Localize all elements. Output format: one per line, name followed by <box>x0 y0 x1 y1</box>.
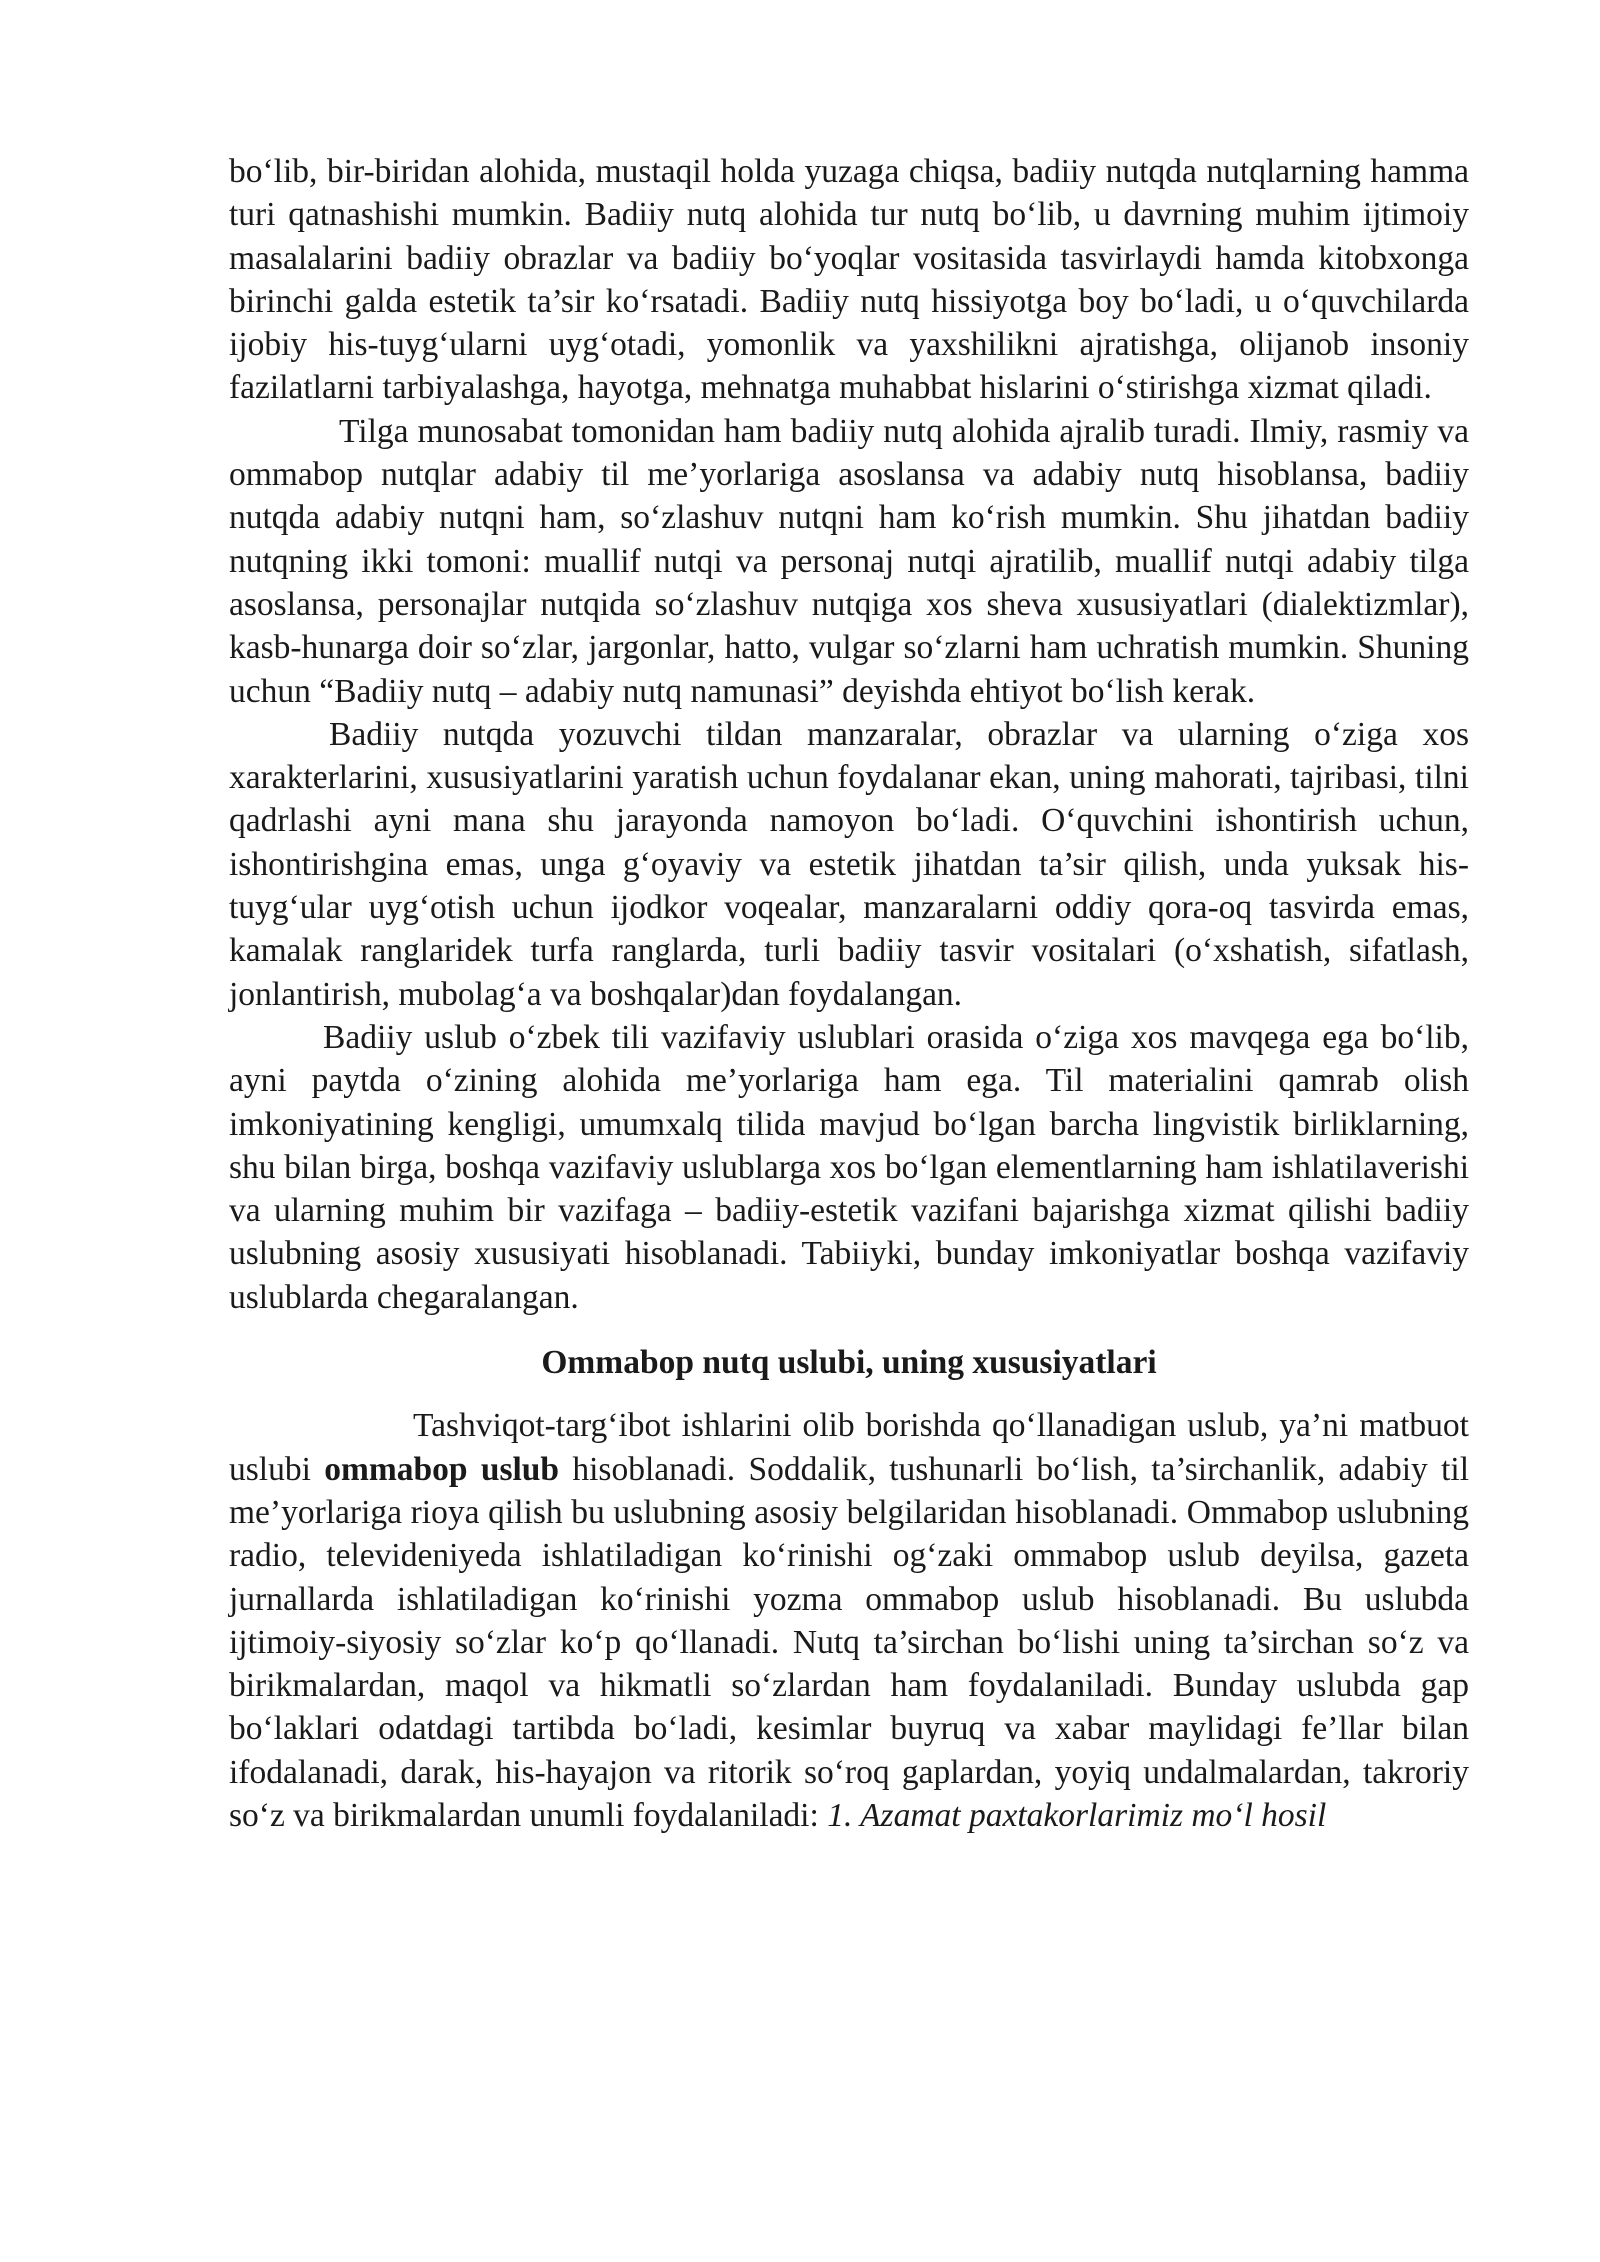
paragraph-3: Badiiy nutqda yozuvchi tildan manzaralar, obrazlar va ularning o‘ziga xos xarakterlarini, xususiyatlarini yaratish uchun foydalanar ekan, uning mahorati, tajribasi, tilni qadrlashi ayni mana shu jarayonda namoyon bo‘ladi. O‘quvchini ishontirish uchun, ishontirishgina emas, unga g‘oyaviy va estetik jihatdan ta’sir qilish, unda yuksak his-tuyg‘ular uyg‘otish uchun ijodkor voqealar, manzaralarni oddiy qora-oq tasvirda emas, kamalak ranglaridek turfa ranglarda, turli badiiy tasvir vositalari (o‘xshatish, sifatlash, jonlantirish, mubolag‘a va boshqalar)dan foydalangan. <box>229 715 1469 1013</box>
paragraph-5-text-middle: hisoblanadi. Soddalik, tushunarli bo‘lish, ta’sirchanlik, adabiy til me’yorlariga rioya qilish bu uslubning asosiy belgilaridan hisoblanadi. Ommabop uslubning radio, televideniyeda ishlatiladigan ko‘rinishi og‘zaki ommabop uslub deyilsa, gazeta jurnallarda ishlatiladigan ko‘rinishi yozma ommabop uslub hisoblanadi. Bu uslubda ijtimoiy-siyosiy so‘zlar ko‘p qo‘llanadi. Nutq ta’sirchan bo‘lishi uning ta’sirchan so‘z va birikmalardan, maqol va hikmatli so‘zlardan ham foydalaniladi. Bunday uslubda gap bo‘laklari odatdagi tartibda bo‘ladi, kesimlar buyruq va xabar maylidagi fe’llar bilan ifodalanadi, darak, his-hayajon va ritorik so‘roq gaplardan, yoyiq undalmalardan, takroriy so‘z va birikmalardan unumli foydalaniladi: <box>229 1450 1470 1834</box>
document-page <box>229 150 1469 1837</box>
section-heading: Ommabop nutq uslubi, uning xususiyatlari <box>541 1344 1157 1382</box>
paragraph-5 <box>229 1404 1469 1837</box>
paragraph-5-text-start: Tashviqot-targ‘ibot ishlarini olib borishda qo‘llanadigan uslub, ya’ni matbuot uslubi <box>229 1407 1469 1488</box>
paragraph-1: bo‘lib, bir-biridan alohida, mustaqil holda yuzaga chiqsa, badiiy nutqda nutqlarning hamma turi qatnashishi mumkin. Badiiy nutq alohida tur nutq bo‘lib, u davrning muhim ijtimoiy masalalarini badiiy obrazlar va badiiy bo‘yoqlar vositasida tasvirlaydi hamda kitobxonga birinchi galda estetik ta’sir ko‘rsatadi. Badiiy nutq hissiyotga boy bo‘ladi, u o‘quvchilarda ijobiy his-tuyg‘ularni uyg‘otadi, yomonlik va yaxshilikni ajratishga, olijanob insoniy fazilatlarni tarbiyalashga, hayotga, mehnatga muhabbat hislarini o‘stirishga xizmat qiladi. <box>229 153 1469 407</box>
paragraph-2: Tilga munosabat tomonidan ham badiiy nutq alohida ajralib turadi. Ilmiy, rasmiy va ommabop nutqlar adabiy til me’yorlariga asoslansa va adabiy nutq hisoblansa, badiiy nutqda adabiy nutqni ham, so‘zlashuv nutqni ham ko‘rish mumkin. Shu jihatdan badiiy nutqning ikki tomoni: muallif nutqi va personaj nutqi ajratilib, muallif nutqi adabiy tilga asoslansa, personajlar nutqida so‘zlashuv nutqiga xos sheva xususiyatlari (dialektizmlar), kasb-hunarga doir so‘zlar, jargonlar, hatto, vulgar so‘zlarni ham uchratish mumkin. Shuning uchun “Badiiy nutq – adabiy nutq namunasi” deyishda ehtiyot bo‘lish kerak. <box>229 412 1469 710</box>
italic-example: 1. Azamat paxtakorlarimiz mo‘l hosil <box>827 1796 1327 1834</box>
paragraph-4: Badiiy uslub o‘zbek tili vazifaviy uslublari orasida o‘ziga xos mavqega ega bo‘lib, ayni paytda o‘zining alohida me’yorlariga ham ega. Til materialini qamrab olish imkoniyatining kengligi, umumxalq tilida mavjud bo‘lgan barcha lingvistik birliklarning, shu bilan birga, boshqa vazifaviy uslublarga xos bo‘lgan elementlarning ham ishlatilaverishi va ularning muhim bir vazifaga – badiiy-estetik vazifani bajarishga xizmat qilishi badiiy uslubning asosiy xususiyati hisoblanadi. Tabiiyki, bunday imkoniyatlar boshqa vazifaviy uslublarda chegaralangan. <box>229 1018 1469 1316</box>
bold-term: ommabop uslub <box>324 1450 560 1488</box>
